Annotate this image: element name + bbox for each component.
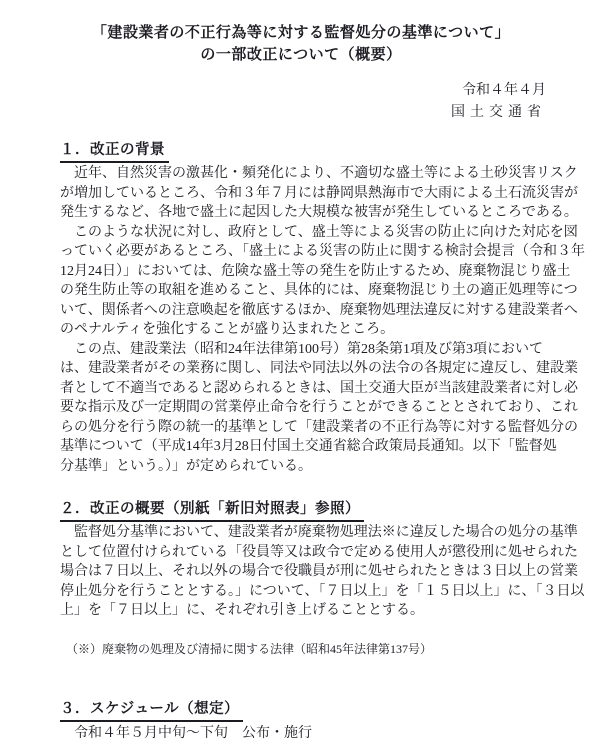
body-line: 要な指示及び一定期間の営業停止命令を行うことができることとされており、これ bbox=[60, 400, 578, 415]
body-line: らの処分を行う際の統一的基準として「建設業者の不正行為等に対する監督処分の bbox=[60, 419, 578, 435]
schedule-line: 令和４年５月中旬～下旬 公布・施行 bbox=[74, 725, 312, 741]
body-line: 場合は７日以上、それ以外の場合で役職員が刑に処せられたときは３日以上の営業 bbox=[60, 564, 578, 579]
section1-heading: １．改正の背景 bbox=[60, 140, 169, 163]
body-line: の発生防止等の取組を進めること、具体的には、廃棄物混じり土の適正処理等につ bbox=[60, 283, 578, 298]
issue-date: 令和４年４月 bbox=[462, 83, 546, 98]
body-line: として位置付けられている「役員等又は政令で定める使用人が懲役刑に処せられた bbox=[60, 544, 578, 560]
section1-body bbox=[60, 164, 585, 476]
section2-body bbox=[60, 523, 585, 621]
section2-heading-row bbox=[60, 499, 560, 522]
section3-heading-row bbox=[60, 699, 560, 722]
body-line: このような状況に対し、政府として、盛土等による災害の防止に向けた対応を図 bbox=[74, 224, 578, 240]
body-line: この点、建設業法（昭和24年法律第100号）第28条第1項及び第3項において bbox=[74, 341, 543, 357]
body-line: は、建設業者がその業務に関し、同法や同法以外の法令の各規定に違反し、建設業 bbox=[60, 361, 578, 376]
body-line: 基準について（平成14年3月28日付国土交通省総合政策局長通知。以下「監督処 bbox=[60, 439, 557, 454]
body-line: 者として不適当であると認められるときは、国土交通大臣が当該建設業者に対し必 bbox=[60, 380, 578, 396]
body-line: 12月24日）」においては、危険な盛土等の発生を防止するため、廃棄物混じり盛土 bbox=[60, 263, 571, 279]
section3-heading: ３．スケジュール（想定） bbox=[60, 699, 243, 722]
body-line: っていく必要があるところ、「盛土による災害の防止に関する検討会提言（令和３年 bbox=[60, 244, 585, 259]
title-line-2: の一部改正について（概要） bbox=[200, 46, 402, 63]
body-line: 上」を「７日以上」に、それぞれ引き上げることとする。 bbox=[60, 603, 424, 618]
section2-heading: ２．改正の概要（別紙「新旧対照表」参照） bbox=[60, 499, 364, 522]
body-line: 分基準」という。）」が定められている。 bbox=[60, 458, 312, 474]
document-title bbox=[0, 22, 602, 66]
body-line: 近年、自然災害の激甚化・頻発化により、不適切な盛土等による土砂災害リスク bbox=[74, 166, 578, 181]
title-line-1: 「建設業者の不正行為等に対する監督処分の基準について」 bbox=[91, 24, 511, 41]
body-line: 監督処分基準において、建設業者が廃棄物処理法※に違反した場合の処分の基準 bbox=[74, 525, 578, 540]
document-meta bbox=[60, 80, 560, 124]
issuing-agency: 国土交通省 bbox=[451, 105, 546, 120]
body-line: のペナルティを強化することが盛り込まれたところ。 bbox=[60, 322, 395, 337]
section-schedule bbox=[60, 699, 560, 744]
section-overview bbox=[60, 499, 585, 657]
section1-heading-row bbox=[60, 140, 560, 163]
body-line: 発生するなど、各地で盛土に起因した大規模な被害が発生しているところである。 bbox=[60, 205, 578, 220]
section-background bbox=[60, 140, 585, 476]
body-line: が増加しているところ、令和３年７月には静岡県熱海市で大雨による土石流災害が bbox=[60, 185, 578, 201]
body-line: 停止処分を行うこととする。」について、「７日以上」を「１５日以上」に、「３日以 bbox=[60, 583, 585, 599]
body-line: いて、関係者への注意喚起を徹底するほか、廃棄物処理法違反に対する建設業者へ bbox=[60, 302, 578, 318]
footnote: （※）廃棄物の処理及び清掃に関する法律（昭和45年法律第137号） bbox=[66, 641, 433, 656]
